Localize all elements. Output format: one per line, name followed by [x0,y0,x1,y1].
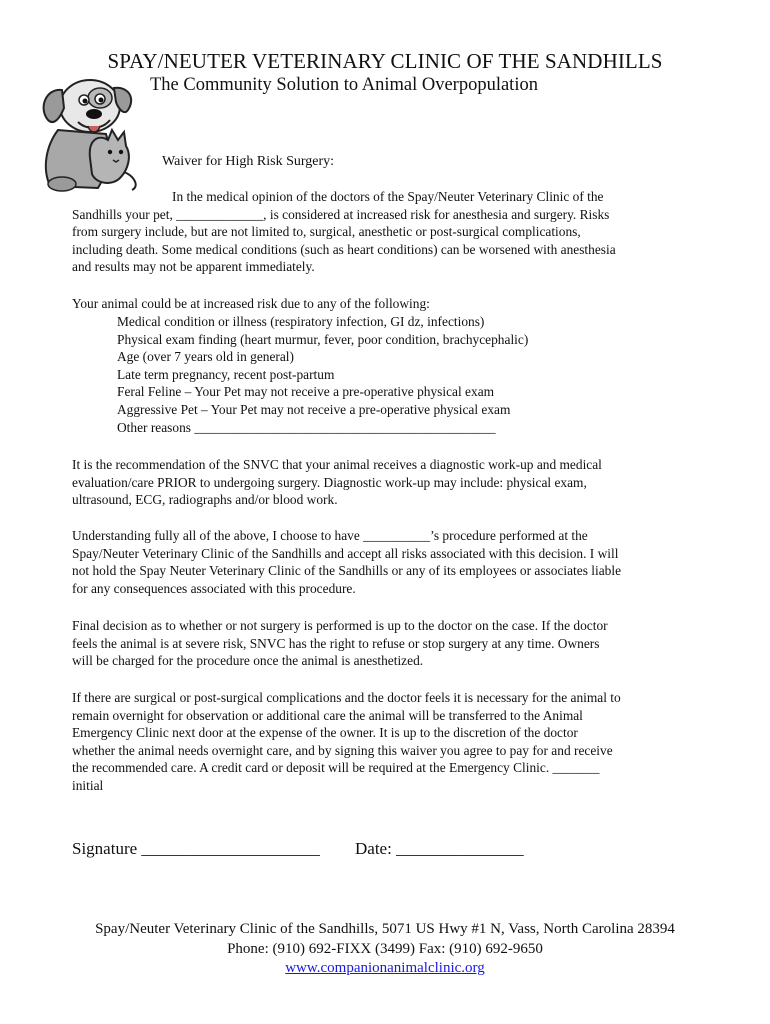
final-decision-line: feels the animal is at severe risk, SNVC has the right to refuse or stop surgery at any time. Owners [72,635,600,651]
recommendation-paragraph [72,456,702,509]
footer-address: Spay/Neuter Veterinary Clinic of the Sandhills, 5071 US Hwy #1 N, Vass, North Carolina 28394 [95,921,675,937]
risk-item: Physical exam finding (heart murmur, fever, poor condition, brachycephalic) [117,331,529,347]
understanding-line: Understanding fully all of the above, I choose to have __________’s procedure performed at the [72,528,588,543]
intro-line: including death. Some medical conditions (such as heart conditions) can be worsened with anesthesia [72,241,616,257]
complications-line: initial [72,777,104,793]
intro-line: from surgery include, but are not limited to, surgical, anesthetic or post-surgical complications, [72,224,581,240]
risk-item: Aggressive Pet – Your Pet may not receive a pre-operative physical exam [117,401,511,417]
recommendation-line: It is the recommendation of the SNVC that your animal receives a diagnostic work-up and medical [72,457,602,472]
understanding-line: not hold the Spay Neuter Veterinary Clinic of the Sandhills or any of its employees or associates liable [72,563,622,579]
waiver-heading: Waiver for High Risk Surgery: [162,154,335,169]
complications-line: whether the animal needs overnight care, and by signing this waiver you agree to pay for and receive [72,742,613,758]
footer-phone-fax: Phone: (910) 692-FIXX (3499) Fax: (910) 692-9650 [227,941,543,957]
risk-item: Medical condition or illness (respiratory infection, GI dz, infections) [117,314,485,329]
complications-line: the recommended care. A credit card or deposit will be required at the Emergency Clinic. _______ [72,760,600,776]
risk-list [117,313,528,436]
intro-line: and results may not be apparent immediately. [72,259,315,275]
intro-line: In the medical opinion of the doctors of the Spay/Neuter Veterinary Clinic of the [172,189,604,204]
complications-paragraph [72,689,702,795]
website-link[interactable]: www.companionanimalclinic.org [285,960,485,976]
final-decision-line: will be charged for the procedure once the animal is anesthetized. [72,653,424,669]
date-field: Date: _______________ [355,839,524,858]
complications-line: Emergency Clinic next door at the expense of the owner. It is up to the discretion of the doctor [72,725,578,741]
clinic-subtitle: The Community Solution to Animal Overpopulation [150,75,538,95]
risk-item: Age (over 7 years old in general) [117,349,294,365]
risk-item: Other reasons _____________________________________________ [117,419,496,435]
signature-field: Signature _____________________ [72,839,320,858]
clinic-title: SPAY/NEUTER VETERINARY CLINIC OF THE SANDHILLS [107,49,663,73]
complications-line: If there are surgical or post-surgical complications and the doctor feels it is necessary for the animal to [72,690,621,705]
recommendation-line: evaluation/care PRIOR to undergoing surgery. Diagnostic work-up may include: physical exam, [72,474,587,490]
risk-intro: Your animal could be at increased risk due to any of the following: [72,296,430,311]
intro-paragraph [72,188,702,276]
recommendation-line: ultrasound, ECG, radiographs and/or blood work. [72,492,338,508]
final-decision-line: Final decision as to whether or not surgery is performed is up to the doctor on the case. If the doctor [72,618,608,633]
complications-line: remain overnight for observation or additional care the animal will be transferred to the Animal [72,707,583,723]
final-decision-paragraph [72,617,702,670]
risk-item: Feral Feline – Your Pet may not receive a pre-operative physical exam [117,384,495,400]
understanding-line: Spay/Neuter Veterinary Clinic of the Sandhills and accept all risks associated with this decision. I will [72,545,619,561]
understanding-line: for any consequences associated with this procedure. [72,580,356,596]
risk-item: Late term pregnancy, recent post-partum [117,366,335,382]
dog-and-cat-logo-icon [28,68,148,194]
understanding-paragraph [72,527,702,597]
intro-line: Sandhills your pet, _____________, is considered at increased risk for anesthesia and surgery. Risks [72,206,610,222]
